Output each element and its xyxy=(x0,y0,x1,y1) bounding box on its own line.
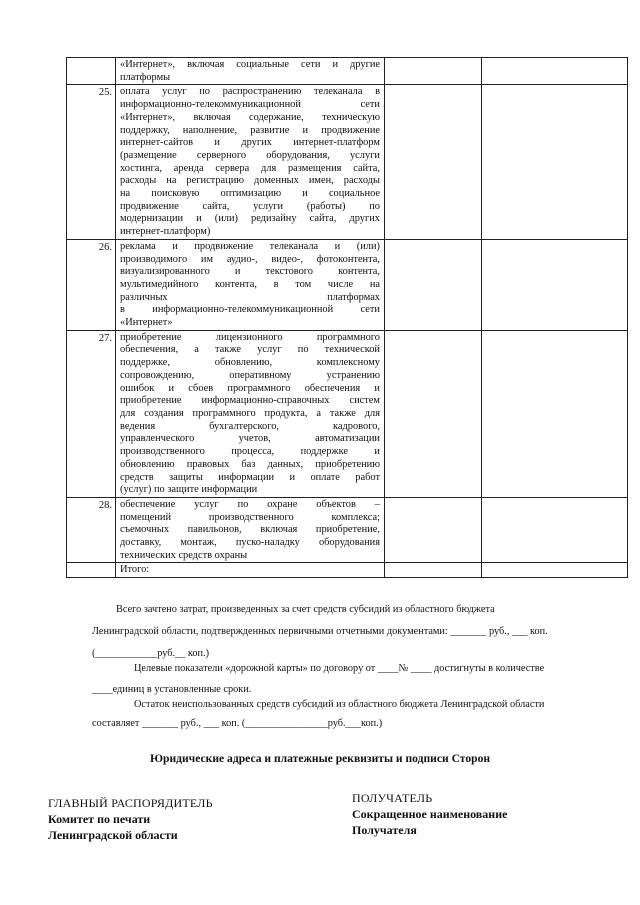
row-amount-cell xyxy=(385,330,482,497)
description-line: интернет-платформ) xyxy=(120,226,211,238)
description-line: приобретение информационно-справочных систем xyxy=(120,395,380,407)
left-party-role: ГЛАВНЫЙ РАСПОРЯДИТЕЛЬ xyxy=(48,796,213,810)
description-line: технических средств охраны xyxy=(120,549,248,561)
description-line: (услуг) по защите информации xyxy=(120,484,258,496)
description-line: доставку, монтаж, пуско-наладку оборудования xyxy=(120,537,380,549)
paragraph-total-spent-line1: Всего зачтено затрат, произведенных за счет средств субсидий из областного бюджета xyxy=(116,604,495,615)
description-line: визуализированного и текстового контента, xyxy=(120,266,380,278)
description-line: поддержку, наполнение, развитие и продвижение xyxy=(120,124,380,136)
right-party-role: ПОЛУЧАТЕЛЬ xyxy=(352,791,433,805)
description-line: обеспечения, а также услуг по технической xyxy=(120,344,380,356)
row-description xyxy=(116,331,384,497)
table-row xyxy=(67,497,628,563)
table-row xyxy=(67,330,628,497)
description-line: оплата услуг по распространению телеканала в xyxy=(120,86,380,98)
row-description-cell xyxy=(116,85,385,239)
row-number: 26. xyxy=(67,239,116,330)
left-party-name-line2: Ленинградской области xyxy=(48,828,178,842)
description-line: ведения бухгалтерского, кадрового, xyxy=(120,420,380,432)
row-amount-cell xyxy=(385,85,482,239)
description-line: управленческого учетов, автоматизации xyxy=(120,433,380,445)
paragraph-total-spent-line2: Ленинградской области, подтвержденных первичными отчетными документами: _______ руб., ___ коп. xyxy=(92,626,548,637)
row-description xyxy=(116,240,384,330)
description-line: реклама и продвижение телеканала и (или) xyxy=(120,240,380,252)
description-line: поддержке, обновлению, комплексному xyxy=(120,357,380,369)
row-number: 27. xyxy=(67,330,116,497)
table-total-row xyxy=(67,563,628,578)
description-line: хостинга, аренда сервера для размещения сайта, xyxy=(120,162,380,174)
section-heading: Юридические адреса и платежные реквизиты и подписи Сторон xyxy=(149,752,491,765)
description-line: продвижение сайта, услуги (работы) по xyxy=(120,200,380,212)
paragraph-total-spent-line3: (____________руб.__ коп.) xyxy=(92,648,210,659)
table-row xyxy=(67,239,628,330)
description-line: (размещение серверного оборудования, услуги xyxy=(120,149,380,161)
row-number xyxy=(67,58,116,85)
expense-table xyxy=(66,57,628,578)
description-line: на поисковую оптимизацию и социальное xyxy=(120,188,380,200)
paragraph-remainder-line2: составляет _______ руб., ___ коп. (________________руб.___коп.) xyxy=(92,718,383,729)
description-line: обеспечение услуг по охране объектов – xyxy=(120,498,380,510)
row-description-cell xyxy=(116,497,385,563)
left-party-block xyxy=(48,795,213,843)
row-number: 25. xyxy=(67,85,116,239)
row-document-cell xyxy=(482,239,628,330)
total-number-cell xyxy=(67,563,116,578)
table-row xyxy=(67,85,628,239)
row-description-cell xyxy=(116,239,385,330)
row-description xyxy=(116,85,384,238)
row-number: 28. xyxy=(67,497,116,563)
row-description xyxy=(116,498,384,563)
table-row xyxy=(67,58,628,85)
description-line: в информационно-телекоммуникационной сети xyxy=(120,304,380,316)
row-amount-cell xyxy=(385,239,482,330)
row-document-cell xyxy=(482,497,628,563)
description-line: приобретение лицензионного программного xyxy=(120,331,380,343)
description-line: различных платформах xyxy=(120,291,380,303)
row-description-cell xyxy=(116,58,385,85)
paragraph-targets-line2: ____единиц в установленные сроки. xyxy=(92,684,252,695)
row-amount-cell xyxy=(385,497,482,563)
description-line: средств защиты информации и оплате работ xyxy=(120,471,380,483)
description-line: мультимедийного контента, в том числе на xyxy=(120,278,380,290)
description-line: съемочных павильонов, включая приобретение, xyxy=(120,524,380,536)
total-amount-cell xyxy=(385,563,482,578)
row-description xyxy=(116,58,384,84)
total-document-cell xyxy=(482,563,628,578)
description-line: помещений производственного комплекса; xyxy=(120,511,380,523)
description-line: сопровождению, оперативному устранению xyxy=(120,369,380,381)
right-party-block xyxy=(352,790,507,838)
paragraph-targets-line1: Целевые показатели «дорожной карты» по договору от ____№ ____ достигнуты в количестве xyxy=(134,663,545,674)
description-line: интернет-сайтов и других интернет-платформ xyxy=(120,137,380,149)
description-line: информационно-телекоммуникационной сети xyxy=(120,99,380,111)
right-party-name-line1: Сокращенное наименование xyxy=(352,807,508,821)
expense-table-body xyxy=(67,58,628,578)
description-line: ошибок и сбоев программного обеспечения и xyxy=(120,382,380,394)
description-line: для создания программного продукта, а также для xyxy=(120,407,380,419)
row-description-cell xyxy=(116,330,385,497)
description-line: платформы xyxy=(120,71,171,83)
description-line: «Интернет», включая социальные сети и другие xyxy=(120,59,380,70)
row-document-cell xyxy=(482,330,628,497)
right-party-name-line2: Получателя xyxy=(352,823,417,837)
description-line: модернизации и (или) редизайну сайта, других xyxy=(120,213,380,225)
description-line: расходы на регистрацию доменных имен, расходы xyxy=(120,175,380,187)
total-label-cell xyxy=(116,563,385,578)
row-document-cell xyxy=(482,85,628,239)
description-line: производственного процесса, поддержке и xyxy=(120,446,380,458)
paragraph-remainder-line1: Остаток неиспользованных средств субсидий из областного бюджета Ленинградской области xyxy=(134,699,545,710)
row-amount-cell xyxy=(385,58,482,85)
description-line: «Интернет», включая содержание, техническую xyxy=(120,111,380,123)
total-label: Итого: xyxy=(120,564,150,576)
description-line: «Интернет» xyxy=(120,317,173,329)
description-line: обновлению правовых баз данных, приобретению xyxy=(120,458,380,470)
row-document-cell xyxy=(482,58,628,85)
left-party-name-line1: Комитет по печати xyxy=(48,812,151,826)
description-line: производимого им аудио-, видео-, фотоконтента, xyxy=(120,253,380,265)
